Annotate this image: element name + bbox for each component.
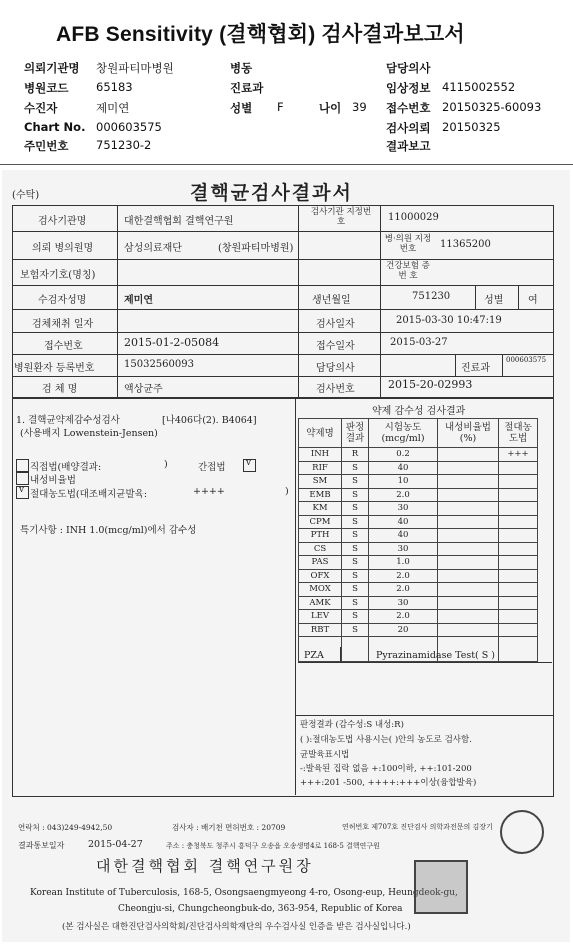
drug-cell: RBT: [299, 623, 342, 637]
drug-cell: CPM: [299, 515, 342, 529]
direct-checkbox[interactable]: [16, 459, 29, 472]
drug-cell: S: [342, 475, 369, 489]
drug-cell: 40: [369, 461, 438, 475]
label-sex: 성별: [230, 101, 253, 115]
value-sex: F: [277, 100, 284, 114]
legend-line: +++:201 -500, ++++:+++이상(융합발육): [300, 778, 477, 788]
drug-cell: 40: [369, 515, 438, 529]
drug-cell: [499, 488, 538, 502]
report-date-value: 2015-04-27: [88, 839, 143, 850]
health-ins-label: 건강보험 증 번 호: [386, 261, 430, 281]
org-name: 대한결핵협회 결핵연구원장: [96, 857, 314, 875]
drug-cell: AMK: [299, 596, 342, 610]
drug-cell: S: [342, 515, 369, 529]
drug-cell: 2.0: [369, 488, 438, 502]
label-hospital: 의뢰기관명: [24, 61, 80, 75]
hosp-label: 의뢰 병의원명: [32, 243, 94, 254]
drug-row: [299, 569, 538, 583]
drug-row: [299, 461, 538, 475]
drug-cell: S: [342, 569, 369, 583]
reg-value: 15032560093: [124, 359, 194, 370]
absolute-end: ): [285, 486, 289, 497]
specimen-label: 검 체 명: [42, 384, 78, 395]
drug-cell: PAS: [299, 556, 342, 570]
recv-no-label: 접수번호: [44, 341, 83, 352]
drug-cell: S: [342, 610, 369, 624]
drug-cell: 40: [369, 529, 438, 543]
org-address-en-1: Korean Institute of Tuberculosis, 168-5, Osongsaengmyeong 4-ro, Osong-eup, Heungdeok-gu,: [30, 888, 458, 898]
value-hosp-code: 65183: [96, 80, 133, 94]
label-rrn: 주민번호: [24, 139, 69, 153]
test-date-label: 검사일자: [316, 319, 355, 330]
drug-cell: S: [342, 583, 369, 597]
drug-cell: [438, 596, 499, 610]
label-age: 나이: [319, 101, 342, 115]
drug-cell: S: [342, 502, 369, 516]
drug-row: [299, 583, 538, 597]
drug-cell: [438, 502, 499, 516]
label-dept: 진료과: [230, 81, 264, 95]
drug-cell: [499, 515, 538, 529]
drug-cell: S: [342, 542, 369, 556]
col-ratio: 내성비율법(%): [438, 419, 499, 448]
drug-cell: LEV: [299, 610, 342, 624]
drug-cell: [499, 529, 538, 543]
drug-cell: [438, 448, 499, 462]
dept-label: 진료과: [461, 363, 490, 374]
drug-cell: [499, 610, 538, 624]
col-absolute: 절대농도법: [499, 419, 538, 448]
value-recv-no: 20150325-60093: [442, 100, 542, 114]
seal-square: [414, 860, 468, 914]
value-request: 20150325: [442, 120, 501, 134]
method-line1: 1. 결핵균약제감수성검사: [16, 415, 120, 426]
seal-round: [500, 810, 544, 854]
drug-cell: S: [342, 596, 369, 610]
absolute-label: 절대농도법(대조배지균발육:: [30, 489, 148, 500]
absolute-value: ++++: [193, 486, 225, 497]
copy-tag: (수탁): [12, 190, 40, 201]
dob-value: 751230: [412, 291, 451, 302]
drug-cell: MOX: [299, 583, 342, 597]
label-doctor: 담당의사: [386, 61, 431, 75]
drug-cell: 10: [369, 475, 438, 489]
drug-cell: PTH: [299, 529, 342, 543]
ratio-label: 내성비율법: [30, 475, 76, 486]
drug-cell: [499, 623, 538, 637]
method-code: [나406다(2). B4064]: [162, 415, 257, 426]
label-chart: Chart No.: [24, 120, 86, 134]
sex-label: 성별: [484, 295, 504, 306]
ratio-checkbox[interactable]: [16, 472, 29, 485]
drug-cell: KM: [299, 502, 342, 516]
doctor-label: 담당의사: [316, 363, 355, 374]
sex-value: 여: [528, 295, 538, 306]
method-line2: (사용배지 Lowenstein-Jensen): [20, 428, 158, 439]
drug-cell: S: [342, 461, 369, 475]
hosp-value: 삼성의료재단: [124, 243, 182, 254]
lab-name-value: 대한결핵협회 결핵연구원: [124, 216, 234, 227]
value-patient: 제미연: [96, 101, 130, 115]
value-hospital: 창원파티마병원: [96, 61, 174, 75]
org-address-en-2: Cheongju-si, Chungcheongbuk-do, 363-954, Republic of Korea: [118, 904, 403, 914]
drug-cell: [438, 529, 499, 543]
col-drug: 약제명: [299, 419, 342, 448]
legend-line: -:발육된 집락 없음 +:100이하, ++:101-200: [300, 764, 472, 774]
hosp-value-2: (창원파티마병원): [218, 243, 294, 254]
drug-cell: [438, 475, 499, 489]
lab-no-value: 11000029: [388, 212, 439, 223]
drug-cell: [438, 542, 499, 556]
footer-address: 주소 : 충청북도 청주시 흥덕구 오송읍 오송생명4로 168-5 결핵연구원: [166, 842, 380, 850]
drug-row: [299, 475, 538, 489]
drug-cell: 20: [369, 623, 438, 637]
drug-cell: S: [342, 623, 369, 637]
special-note: 특기사항 : INH 1.0(mcg/ml)에서 감수성: [20, 525, 197, 536]
legend-line: 균발육표시법: [300, 750, 350, 760]
indirect-label: 간접법: [198, 462, 226, 473]
drug-cell: CS: [299, 542, 342, 556]
drug-cell: [499, 461, 538, 475]
drug-cell: RIF: [299, 461, 342, 475]
drug-cell: 2.0: [369, 583, 438, 597]
drug-cell: 0.2: [369, 448, 438, 462]
label-recv-no: 접수번호: [386, 101, 431, 115]
drug-row: [299, 488, 538, 502]
footer-contact: 연락처 : 043)249-4942,50: [18, 823, 113, 832]
drug-cell: [499, 542, 538, 556]
drug-row: [299, 448, 538, 462]
drug-row: [299, 610, 538, 624]
name-value: 제미연: [124, 295, 153, 306]
exam-no-value: 2015-20-02993: [388, 378, 473, 391]
drug-cell: 30: [369, 596, 438, 610]
drug-row: [299, 502, 538, 516]
hosp-no-value: 11365200: [440, 239, 491, 250]
exam-no-label: 검사번호: [316, 384, 355, 395]
drug-cell: OFX: [299, 569, 342, 583]
drug-cell: [499, 475, 538, 489]
drug-cell: [438, 515, 499, 529]
drug-cell: [499, 569, 538, 583]
drug-row: [299, 515, 538, 529]
drug-cell: [499, 583, 538, 597]
report-title: AFB Sensitivity (결핵협회) 검사결과보고서: [56, 23, 465, 46]
form-title: 결핵균검사결과서: [190, 182, 353, 204]
drug-row: [299, 596, 538, 610]
label-ward: 병동: [230, 61, 253, 75]
drug-row: [299, 623, 538, 637]
susceptibility-table: [298, 418, 538, 662]
pza-label: PZA: [304, 650, 324, 661]
label-request: 검사의뢰: [386, 121, 431, 135]
drug-cell: [438, 488, 499, 502]
drug-row: [299, 542, 538, 556]
drug-cell: S: [342, 529, 369, 543]
collect-label: 검체채취 일자: [32, 319, 94, 330]
label-patient: 수진자: [24, 101, 58, 115]
drug-cell: 2.0: [369, 569, 438, 583]
value-clinical: 4115002552: [442, 80, 516, 94]
label-report: 결과보고: [386, 139, 431, 153]
value-chart: 000603575: [96, 120, 162, 134]
direct-label: 직접법(배양결과:: [30, 462, 102, 473]
drug-row: [299, 556, 538, 570]
col-result: 판정결과: [342, 419, 369, 448]
drug-cell: [438, 583, 499, 597]
drug-cell: SM: [299, 475, 342, 489]
drug-row: [299, 529, 538, 543]
drug-cell: [438, 461, 499, 475]
footer-examiner: 검사자 : 배기천 면허번호 : 20709: [172, 823, 286, 832]
report-date-label: 결과통보일자: [18, 841, 65, 850]
value-rrn: 751230-2: [96, 138, 152, 152]
drug-cell: [438, 556, 499, 570]
lab-name-label: 검사기관명: [38, 216, 87, 227]
drug-cell: 1.0: [369, 556, 438, 570]
drug-cell: S: [342, 556, 369, 570]
drug-cell: [499, 556, 538, 570]
hosp-no-label: 병·의원 지정번호: [384, 234, 432, 254]
insurer-label: 보험자기호(명칭): [20, 270, 96, 281]
reg-label: 병원환자 등록번호: [14, 363, 95, 374]
recv-no-value: 2015-01-2-05084: [124, 336, 220, 349]
drug-cell: [438, 610, 499, 624]
absolute-mark: v: [19, 485, 25, 495]
label-clinical: 임상정보: [386, 81, 431, 95]
footer-director: 연허번호 제707호 진단검사 의학과전문의 김장기: [342, 823, 493, 831]
drug-cell: R: [342, 448, 369, 462]
test-date-value: 2015-03-30 10:47:19: [396, 315, 502, 326]
indirect-mark: v: [246, 458, 252, 468]
drug-cell: [438, 623, 499, 637]
cert-note: (본 검사실은 대한진단검사의학회/진단검사의학재단의 우수검사실 인증을 받은 검사실입니다.): [62, 922, 411, 932]
direct-end: ): [164, 459, 168, 470]
drug-cell: [499, 502, 538, 516]
drug-cell: +++: [499, 448, 538, 462]
recv-date-value: 2015-03-27: [390, 337, 448, 348]
col-conc: 시험농도(mcg/ml): [369, 419, 438, 448]
drug-cell: [438, 569, 499, 583]
legend-line: ( ):절대농도법 사용시는( )안의 농도로 검사함.: [300, 735, 472, 745]
lab-no-label: 검사기관 지정번호: [310, 207, 372, 227]
value-age: 39: [352, 100, 367, 114]
dob-label: 생년월일: [312, 295, 351, 306]
specimen-value: 액상균주: [124, 384, 163, 395]
recv-date-label: 접수일자: [316, 341, 355, 352]
drug-cell: 30: [369, 502, 438, 516]
drug-cell: [499, 596, 538, 610]
section-title: 약제 감수성 검사결과: [372, 406, 466, 417]
drug-cell: 30: [369, 542, 438, 556]
header-divider: [0, 164, 573, 165]
drug-cell: EMB: [299, 488, 342, 502]
drug-cell: S: [342, 488, 369, 502]
drug-cell: 2.0: [369, 610, 438, 624]
pza-value: Pyrazinamidase Test( S ): [376, 650, 495, 661]
dept-value: 000603575: [506, 356, 547, 364]
label-hosp-code: 병원코드: [24, 81, 69, 95]
drug-cell: INH: [299, 448, 342, 462]
name-label: 수검자성명: [38, 295, 87, 306]
legend-line: 판정결과 (감수성:S 내성:R): [300, 720, 404, 730]
